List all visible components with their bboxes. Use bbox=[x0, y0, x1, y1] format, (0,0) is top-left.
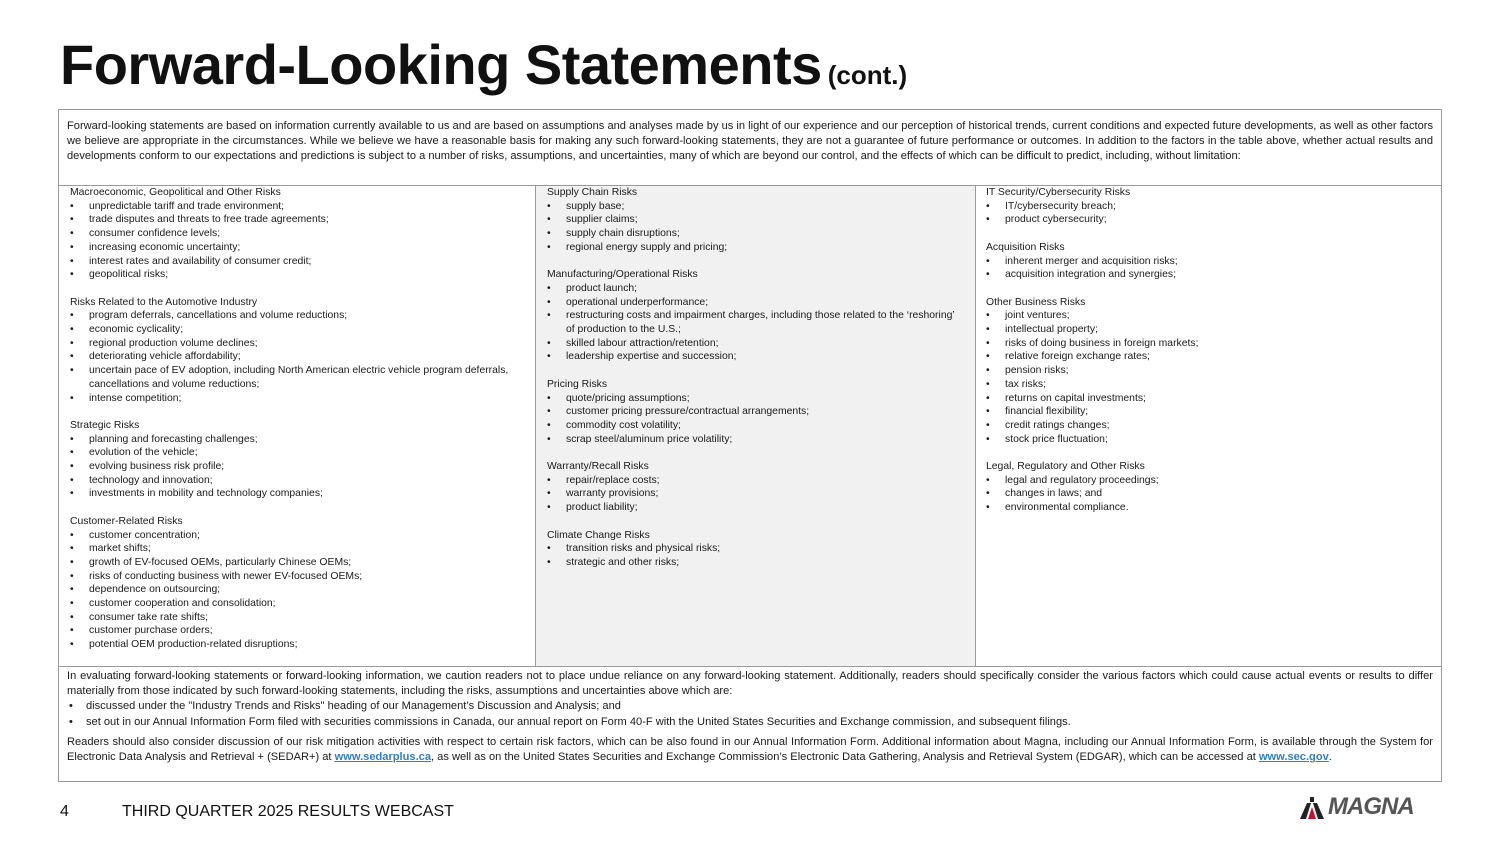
risk-item: • legal and regulatory proceedings; bbox=[986, 474, 1431, 488]
risk-group bbox=[986, 186, 1431, 227]
page-number: 4 bbox=[60, 803, 69, 820]
magna-logo-text: MAGNA bbox=[1328, 793, 1414, 820]
page-title-main: Forward-Looking Statements bbox=[60, 33, 822, 96]
risk-item: • interest rates and availability of consumer credit; bbox=[70, 255, 525, 269]
risk-item: • consumer confidence levels; bbox=[70, 227, 525, 241]
risk-item: • changes in laws; and bbox=[986, 487, 1431, 501]
risk-item: • geopolitical risks; bbox=[70, 268, 525, 282]
risk-item: • deteriorating vehicle affordability; bbox=[70, 350, 525, 364]
risk-item: • supplier claims; bbox=[547, 213, 965, 227]
sedar-link[interactable]: www.sedarplus.ca bbox=[334, 751, 431, 764]
risk-group bbox=[986, 460, 1431, 515]
page-title-suffix: (cont.) bbox=[827, 60, 908, 90]
risk-group-title: Risks Related to the Automotive Industry bbox=[70, 296, 258, 308]
risk-item: • scrap steel/aluminum price volatility; bbox=[547, 433, 965, 447]
risk-group bbox=[547, 460, 965, 515]
risk-item: • uncertain pace of EV adoption, including North American electric vehicle program deferrals, cancellations and volume reductions; bbox=[70, 364, 525, 391]
risk-list bbox=[547, 542, 965, 569]
risk-item: • returns on capital investments; bbox=[986, 392, 1431, 406]
risk-item: • investments in mobility and technology companies; bbox=[70, 487, 525, 501]
risk-item: • credit ratings changes; bbox=[986, 419, 1431, 433]
risk-group-title: Macroeconomic, Geopolitical and Other Risks bbox=[70, 187, 281, 198]
risk-item: • relative foreign exchange rates; bbox=[986, 350, 1431, 364]
risk-columns bbox=[59, 186, 1441, 667]
risk-item: • regional energy supply and pricing; bbox=[547, 241, 965, 255]
risk-list bbox=[70, 529, 525, 652]
risk-group bbox=[70, 296, 525, 406]
risk-item: • strategic and other risks; bbox=[547, 556, 965, 570]
risk-group-title: IT Security/Cybersecurity Risks bbox=[986, 187, 1131, 198]
risk-item: • regional production volume declines; bbox=[70, 337, 525, 351]
risk-list bbox=[70, 433, 525, 502]
risk-item: • supply base; bbox=[547, 200, 965, 214]
risk-item: • potential OEM production-related disruptions; bbox=[70, 638, 525, 652]
risk-group bbox=[70, 515, 525, 652]
page-title bbox=[60, 32, 907, 102]
risk-item: • acquisition integration and synergies; bbox=[986, 268, 1431, 282]
sec-link[interactable]: www.sec.gov bbox=[1258, 751, 1329, 764]
risk-item: • repair/replace costs; bbox=[547, 474, 965, 488]
risk-group-title: Other Business Risks bbox=[986, 296, 1086, 308]
content-frame bbox=[58, 109, 1442, 782]
risk-item: • product cybersecurity; bbox=[986, 213, 1431, 227]
risk-group bbox=[547, 268, 965, 364]
closing-bullets bbox=[67, 699, 1433, 729]
risk-list bbox=[986, 255, 1431, 282]
risk-column-2 bbox=[536, 186, 976, 666]
risk-list bbox=[986, 309, 1431, 446]
additional-info-paragraph bbox=[67, 735, 1433, 765]
risk-list bbox=[547, 474, 965, 515]
risk-list bbox=[986, 200, 1431, 227]
magna-logo-icon bbox=[1298, 793, 1326, 821]
risk-item: • risks of conducting business with newer EV-focused OEMs; bbox=[70, 570, 525, 584]
risk-list bbox=[547, 200, 965, 255]
risk-item: • market shifts; bbox=[70, 542, 525, 556]
additional-info-text: , as well as on the United States Securities and Exchange Commission’s Electronic Data Gathering, Analysis and Retrieval System (EDGAR), which can be accessed at bbox=[431, 751, 1259, 764]
magna-logo bbox=[1298, 791, 1444, 823]
risk-group bbox=[986, 241, 1431, 282]
risk-item: • economic cyclicality; bbox=[70, 323, 525, 337]
risk-item: • quote/pricing assumptions; bbox=[547, 392, 965, 406]
footer-label: THIRD QUARTER 2025 RESULTS WEBCAST bbox=[122, 803, 454, 820]
risk-item: • product launch; bbox=[547, 282, 965, 296]
risk-item: • transition risks and physical risks; bbox=[547, 542, 965, 556]
risk-item: • technology and innovation; bbox=[70, 474, 525, 488]
risk-item: • tax risks; bbox=[986, 378, 1431, 392]
risk-list bbox=[70, 309, 525, 405]
risk-item: • increasing economic uncertainty; bbox=[70, 241, 525, 255]
risk-item: • dependence on outsourcing; bbox=[70, 583, 525, 597]
risk-item: • intense competition; bbox=[70, 392, 525, 406]
risk-group bbox=[70, 419, 525, 501]
risk-group bbox=[547, 378, 965, 447]
risk-group bbox=[547, 186, 965, 255]
closing-bullet: • set out in our Annual Information Form filed with securities commissions in Canada, our annual report on Form 40-F with the United States Securities and Exchange commission, and subsequent filings. bbox=[67, 715, 1433, 730]
risk-item: • skilled labour attraction/retention; bbox=[547, 337, 965, 351]
risk-group bbox=[986, 296, 1431, 447]
risk-group-title: Manufacturing/Operational Risks bbox=[547, 269, 698, 281]
risk-column-1 bbox=[59, 186, 536, 666]
risk-group-title: Supply Chain Risks bbox=[547, 187, 638, 198]
risk-item: • warranty provisions; bbox=[547, 487, 965, 501]
risk-item: • unpredictable tariff and trade environment; bbox=[70, 200, 525, 214]
risk-item: • growth of EV-focused OEMs, particularly Chinese OEMs; bbox=[70, 556, 525, 570]
closing-paragraph: In evaluating forward-looking statements or forward-looking information, we caution readers not to place undue reliance on any forward-looking statement. Additionally, readers should specifically consider the various factors which could cause actual events or results to differ materially from those indicated by such forward-looking statements, including the risks, assumptions and uncertainties above which are: bbox=[67, 670, 1433, 698]
risk-list bbox=[547, 282, 965, 364]
risk-item: • planning and forecasting challenges; bbox=[70, 433, 525, 447]
risk-group-title: Strategic Risks bbox=[70, 419, 140, 431]
closing-bullet: • discussed under the "Industry Trends and Risks" heading of our Management’s Discussion and Analysis; and bbox=[67, 699, 1433, 714]
risk-item: • evolving business risk profile; bbox=[70, 460, 525, 474]
closing-section bbox=[59, 667, 1441, 781]
risk-item: • leadership expertise and succession; bbox=[547, 350, 965, 364]
risk-group bbox=[547, 529, 965, 570]
risk-list bbox=[70, 200, 525, 282]
risk-item: • intellectual property; bbox=[986, 323, 1431, 337]
risk-group bbox=[70, 186, 525, 282]
risk-item: • IT/cybersecurity breach; bbox=[986, 200, 1431, 214]
risk-item: • operational underperformance; bbox=[547, 296, 965, 310]
risk-group-title: Acquisition Risks bbox=[986, 241, 1065, 253]
risk-item: • customer cooperation and consolidation; bbox=[70, 597, 525, 611]
risk-group-title: Climate Change Risks bbox=[547, 529, 650, 541]
risk-item: • product liability; bbox=[547, 501, 965, 515]
risk-item: • program deferrals, cancellations and volume reductions; bbox=[70, 309, 525, 323]
risk-item: • risks of doing business in foreign markets; bbox=[986, 337, 1431, 351]
additional-info-text: . bbox=[1328, 751, 1332, 764]
risk-group-title: Legal, Regulatory and Other Risks bbox=[986, 461, 1145, 473]
risk-item: • joint ventures; bbox=[986, 309, 1431, 323]
risk-list bbox=[547, 392, 965, 447]
risk-item: • customer pricing pressure/contractual arrangements; bbox=[547, 405, 965, 419]
intro-paragraph: Forward-looking statements are based on information currently available to us and are based on assumptions and analyses made by us in light of our experience and our perception of historical trends, current conditions and expected future developments, as well as other factors we believe are appropriate in the circumstances. While we believe we have a reasonable basis for making any such forward-looking statements, they are not a guarantee of future performance or outcomes. In addition to the factors in the table above, whether actual results and developments conform to our expectations and predictions is subject to a number of risks, assumptions, and uncertainties, many of which are beyond our control, and the effects of which can be difficult to predict, including, without limitation: bbox=[59, 110, 1441, 186]
risk-group-title: Pricing Risks bbox=[547, 378, 608, 390]
risk-item: • supply chain disruptions; bbox=[547, 227, 965, 241]
risk-item: • inherent merger and acquisition risks; bbox=[986, 255, 1431, 269]
risk-item: • trade disputes and threats to free trade agreements; bbox=[70, 213, 525, 227]
risk-item: • financial flexibility; bbox=[986, 405, 1431, 419]
risk-group-title: Customer-Related Risks bbox=[70, 515, 183, 527]
risk-item: • restructuring costs and impairment charges, including those related to the ‘reshoring’ of production to the U.S.; bbox=[547, 309, 965, 336]
risk-column-3 bbox=[976, 186, 1441, 666]
risk-item: • environmental compliance. bbox=[986, 501, 1431, 515]
risk-list bbox=[986, 474, 1431, 515]
risk-item: • stock price fluctuation; bbox=[986, 433, 1431, 447]
risk-item: • customer concentration; bbox=[70, 529, 525, 543]
additional-info-text: Readers should also consider discussion of our risk mitigation activities with respect to certain risk factors, which can be also found in our Annual Information Form. Additional information about Magna, including our Annual Information Form, is available through the System for Electronic Data Analysis and Retrieval + (SEDAR+) at bbox=[67, 735, 1433, 764]
risk-group-title: Warranty/Recall Risks bbox=[547, 461, 649, 473]
risk-item: • customer purchase orders; bbox=[70, 624, 525, 638]
risk-item: • commodity cost volatility; bbox=[547, 419, 965, 433]
risk-item: • consumer take rate shifts; bbox=[70, 611, 525, 625]
risk-item: • evolution of the vehicle; bbox=[70, 446, 525, 460]
risk-item: • pension risks; bbox=[986, 364, 1431, 378]
